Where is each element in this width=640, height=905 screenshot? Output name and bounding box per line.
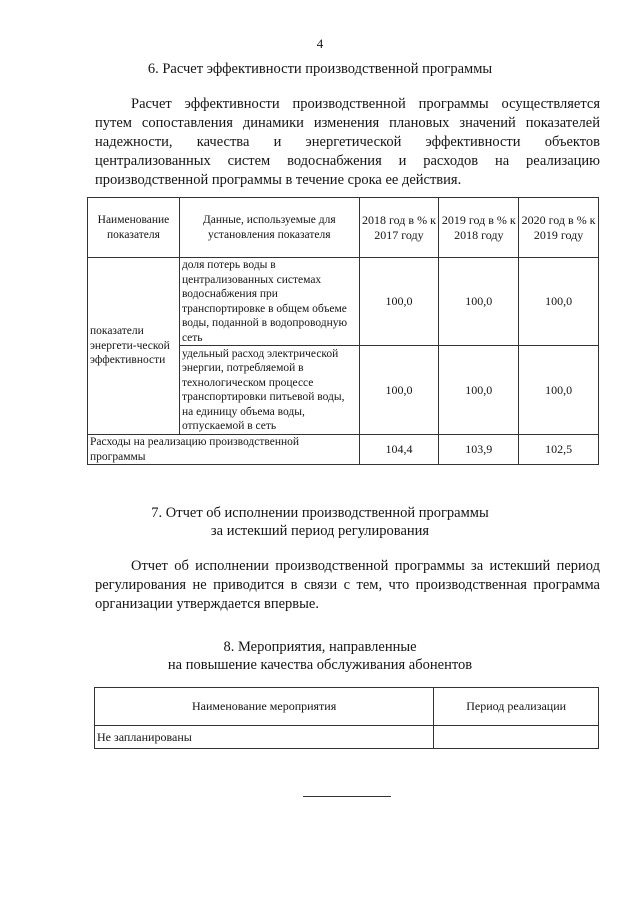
expenses-2019: 103,9 bbox=[439, 435, 519, 465]
measures-table bbox=[94, 687, 599, 749]
group-label-energy-efficiency: показатели энергети-ческой эффективности bbox=[88, 258, 180, 435]
row-water-losses-desc: доля потерь воды в централизованных системах водоснабжения при транспортировке в общем объеме воды, поданной в водопроводную сеть bbox=[179, 258, 359, 346]
header-2018: 2018 год в % к 2017 году bbox=[359, 198, 439, 258]
header-indicator-name: Наименование показателя bbox=[88, 198, 180, 258]
expenses-label: Расходы на реализацию производственной программы bbox=[88, 435, 360, 465]
table-row bbox=[88, 258, 599, 346]
measures-table-header bbox=[95, 688, 599, 726]
section6-paragraph: Расчет эффективности производственной программы осуществляется путем сопоставления динамики изменения плановых значений показателей надежности, качества и энергетической эффективности объектов централизованных систем водоснабжения и расходов на реализацию производственной программы в течение срока ее действия. bbox=[95, 96, 600, 188]
row1-2020: 100,0 bbox=[519, 258, 599, 346]
row1-2018: 100,0 bbox=[359, 258, 439, 346]
row2-2018: 100,0 bbox=[359, 346, 439, 435]
section7-title-line1: 7. Отчет об исполнении производственной программы bbox=[151, 505, 489, 521]
section6-title: 6. Расчет эффективности производственной программы bbox=[147, 61, 493, 77]
table-row-expenses bbox=[88, 435, 599, 465]
measure-row-period bbox=[434, 726, 599, 749]
header-2019: 2019 год в % к 2018 году bbox=[439, 198, 519, 258]
section8-title-line2: на повышение качества обслуживания абонентов bbox=[167, 657, 473, 673]
measure-row-name: Не запланированы bbox=[95, 726, 434, 749]
expenses-2018: 104,4 bbox=[359, 435, 439, 465]
section7-title-line2: за истекший период регулирования bbox=[210, 523, 430, 539]
section7-paragraph: Отчет об исполнении производственной программы за истекший период регулирования не приводится в связи с тем, что производственная программа организации утверждается впервые. bbox=[95, 558, 600, 612]
header-period: Период реализации bbox=[434, 688, 599, 726]
section8-title-line1: 8. Мероприятия, направленные bbox=[223, 639, 417, 655]
expenses-2020: 102,5 bbox=[519, 435, 599, 465]
header-data-used: Данные, используемые для установления показателя bbox=[179, 198, 359, 258]
row-electricity-desc: удельный расход электрической энергии, потребляемой в технологическом процессе транспортировки питьевой воды, на единицу объема воды, отпускаемой в сеть bbox=[179, 346, 359, 435]
table-row bbox=[95, 726, 599, 749]
efficiency-table-header bbox=[88, 198, 599, 258]
row2-2019: 100,0 bbox=[439, 346, 519, 435]
footer-divider bbox=[303, 796, 391, 797]
page-number: 4 bbox=[316, 36, 324, 51]
row1-2019: 100,0 bbox=[439, 258, 519, 346]
row2-2020: 100,0 bbox=[519, 346, 599, 435]
efficiency-table bbox=[87, 197, 599, 465]
header-measure-name: Наименование мероприятия bbox=[95, 688, 434, 726]
header-2020: 2020 год в % к 2019 году bbox=[519, 198, 599, 258]
